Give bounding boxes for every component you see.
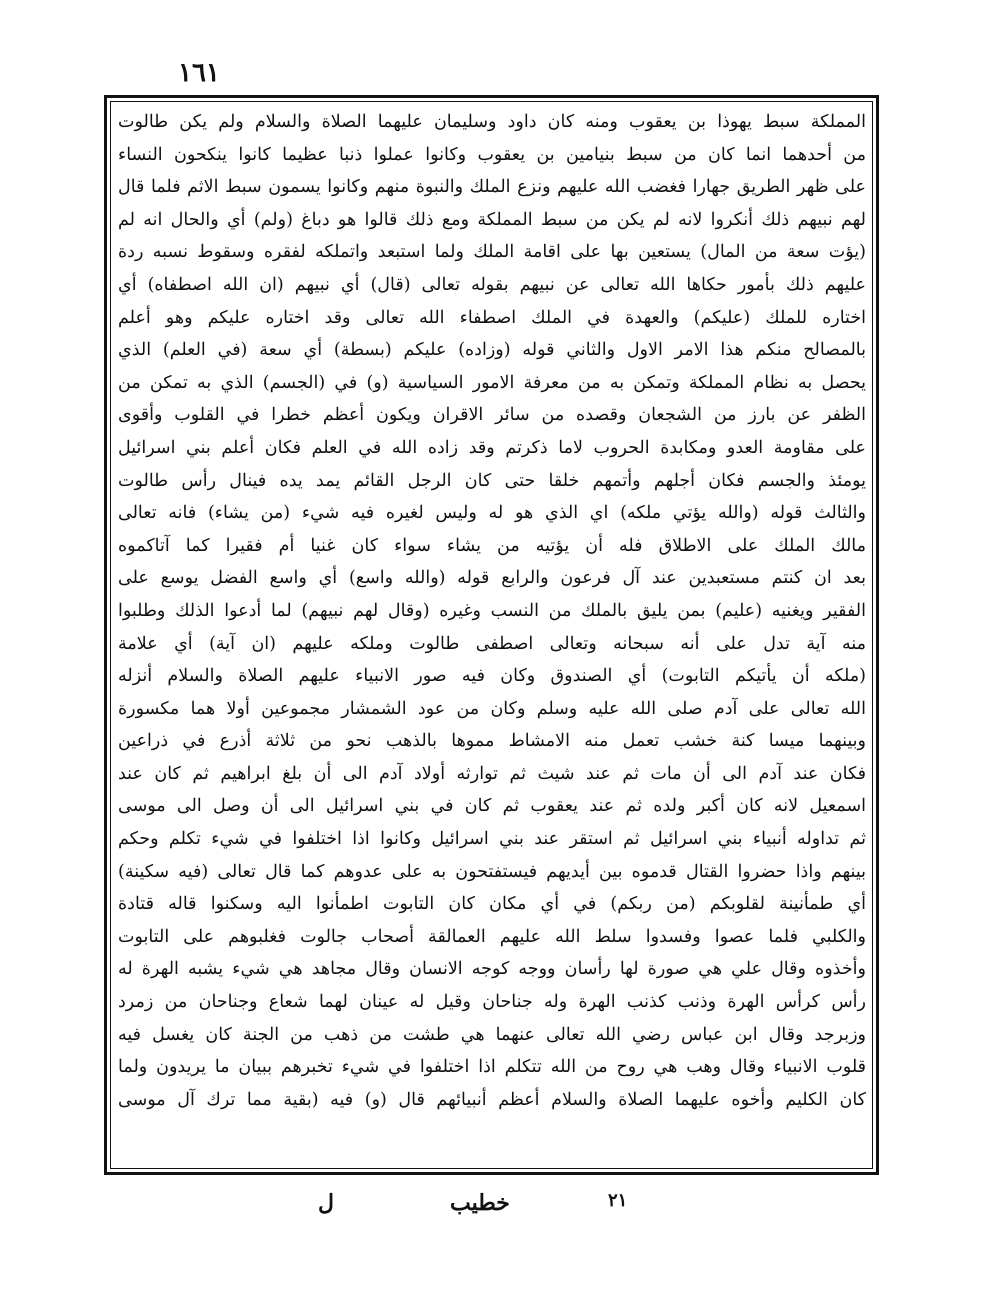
text-line: مالك الملك على الاطلاق فله أن يؤتيه من يشاء سواء كان غنيا أم فقيرا كما آتاكموه bbox=[118, 535, 866, 556]
text-line: والثالث قوله (والله يؤتي ملكه) اي الذي هو له وليس لغيره فيه شيء (من يشاء) فانه تعالى bbox=[118, 503, 866, 524]
text-line: لهم نبيهم ذلك أنكروا لانه لم يكن من سبط المملكة ومع ذلك قالوا هو دباغ (ولم) أي والحال انه لم bbox=[118, 209, 866, 230]
signature-left: ل bbox=[318, 1190, 334, 1216]
text-line: بعد ان كنتم مستعبدين عند آل فرعون والرابع قوله (والله واسع) أي واسع الفضل يوسع على bbox=[118, 568, 866, 589]
text-line: الظفر عن بارز من الشجعان وقصده من سائر الاقران ويكون أعظم خطرا في القلوب وأقوى bbox=[118, 405, 866, 426]
text-line: اختاره للملك (عليكم) والعهدة في الملك اصطفاء الله تعالى وقد اختاره عليكم وهو أعلم bbox=[118, 307, 866, 328]
text-line: الفقير ويغنيه (عليم) بمن يليق بالملك من النسب وغيره (وقال لهم نبيهم) لما أدعوا الذلك وطلبوا bbox=[118, 600, 866, 621]
text-line: وزبرجد وقال ابن عباس رضي الله تعالى عنهما هي طشت من ذهب من الجنة كان يغسل فيه bbox=[118, 1024, 866, 1045]
text-line: بالمصالح منكم هذا الامر الاول والثاني قوله (وزاده) عليكم (بسطة) أي سعة (في العلم) الذي bbox=[118, 340, 866, 361]
text-line: قلوب الانبياء وقال وهب هي روح من الله تتكلم اذا اختلفوا في شيء تخبرهم ببيان ما يريدون ولما bbox=[118, 1057, 866, 1078]
text-line: والكلبي فلما عصوا وفسدوا سلط الله عليهم العمالقة أصحاب جالوت فغلبوهم على التابوت bbox=[118, 926, 866, 947]
text-line: على ظهر الطريق جهارا فغضب الله عليهم ونزع الملك والنبوة منهم وكانوا يسمون سبط الاثم فلما قال bbox=[118, 177, 866, 198]
text-line: كان الكليم وأخوه عليهما الصلاة والسلام أعظم أنبيائهم قال (و) فيه (بقية مما ترك آل موسى bbox=[118, 1089, 866, 1110]
text-line: منه آية تدل على أنه سبحانه وتعالى اصطفى طالوت وملكه عليهم (ان آية) أي علامة bbox=[118, 633, 866, 654]
main-text-block bbox=[118, 106, 866, 1166]
signature-mid: خطيب bbox=[450, 1190, 510, 1216]
text-line: عليهم ذلك بأمور حكاها الله تعالى عن نبيهم بقوله تعالى (قال) أي نبيهم (ان الله اصطفاه) أي bbox=[118, 274, 866, 295]
text-line: يومئذ والجسم فكان أجلهم وأتمهم خلقا حتى كان الرجل القائم يمد يده فينال رأس طالوت bbox=[118, 470, 866, 491]
text-line: وأخذوه وقال علي هي صورة لها رأسان ووجه كوجه الانسان وقال مجاهد هي شيء يشبه الهرة له bbox=[118, 959, 866, 980]
text-line: أي طمأنينة لقلوبكم (من ربكم) في أي مكان كان التابوت اطمأنوا اليه وسكنوا قاله قتادة bbox=[118, 894, 866, 915]
text-line: يحصل به نظام المملكة وتمكن به من معرفة الامور السياسية (و) في (الجسم) الذي به تمكن من bbox=[118, 372, 866, 393]
footer-signatures bbox=[0, 1190, 992, 1230]
text-line: الله تعالى على آدم صلى الله عليه وسلم وكان من عود الشمشار مجموعين أولا هما مكسورة bbox=[118, 698, 866, 719]
text-line: اسمعيل لانه كان أكبر ولده ثم عند يعقوب ثم كان في بني اسرائيل الى أن وصل الى موسى bbox=[118, 796, 866, 817]
text-line: (يؤت سعة من المال) يستعين بها على اقامة الملك ولما استبعد واتملكه لفقره وسقوط نسبه ردة bbox=[118, 242, 866, 263]
text-line: على مقاومة العدو ومكابدة الحروب لاما ذكرتم وقد زاده الله في العلم فكان أعلم بني اسرائيل bbox=[118, 437, 866, 458]
text-line: من أحدهما انما كان من سبط بنيامين بن يعقوب وكانوا عملوا ذنبا عظيما كانوا ينكحون النساء bbox=[118, 144, 866, 165]
text-line: المملكة سبط يهوذا بن يعقوب ومنه كان داود وسليمان عليهما الصلاة والسلام ولم يكن طالوت bbox=[118, 112, 866, 132]
text-line: بينهم واذا حضروا القتال قدموه بين أيديهم فيستفتحون به على عدوهم كما قال تعالى (فيه سكينة) bbox=[118, 861, 866, 882]
signature-right: ٢١ bbox=[608, 1190, 628, 1211]
text-line: رأس كرأس الهرة وذنب كذنب الهرة وله جناحان وقيل له عينان لهما شعاع وجناحان من زمرد bbox=[118, 992, 866, 1013]
text-line: ثم تداوله أنبياء بني اسرائيل ثم استقر عند بني اسرائيل وكانوا اذا اختلفوا في شيء تكلم وحكم bbox=[118, 829, 866, 850]
page-number: ١٦١ bbox=[178, 58, 220, 88]
text-line: وبينهما ميسا كنة خشب تعمل منه الامشاط مموها بالذهب نحو من ثلاثة أذرع في ذراعين bbox=[118, 731, 866, 752]
text-line: فكان عند آدم الى أن مات ثم عند شيث ثم توارثه أولاد آدم الى أن بلغ ابراهيم ثم كان عند bbox=[118, 763, 866, 784]
text-line: (ملكه أن يأتيكم التابوت) أي الصندوق وكان فيه صور الانبياء عليهم الصلاة والسلام أنزله bbox=[118, 666, 866, 687]
